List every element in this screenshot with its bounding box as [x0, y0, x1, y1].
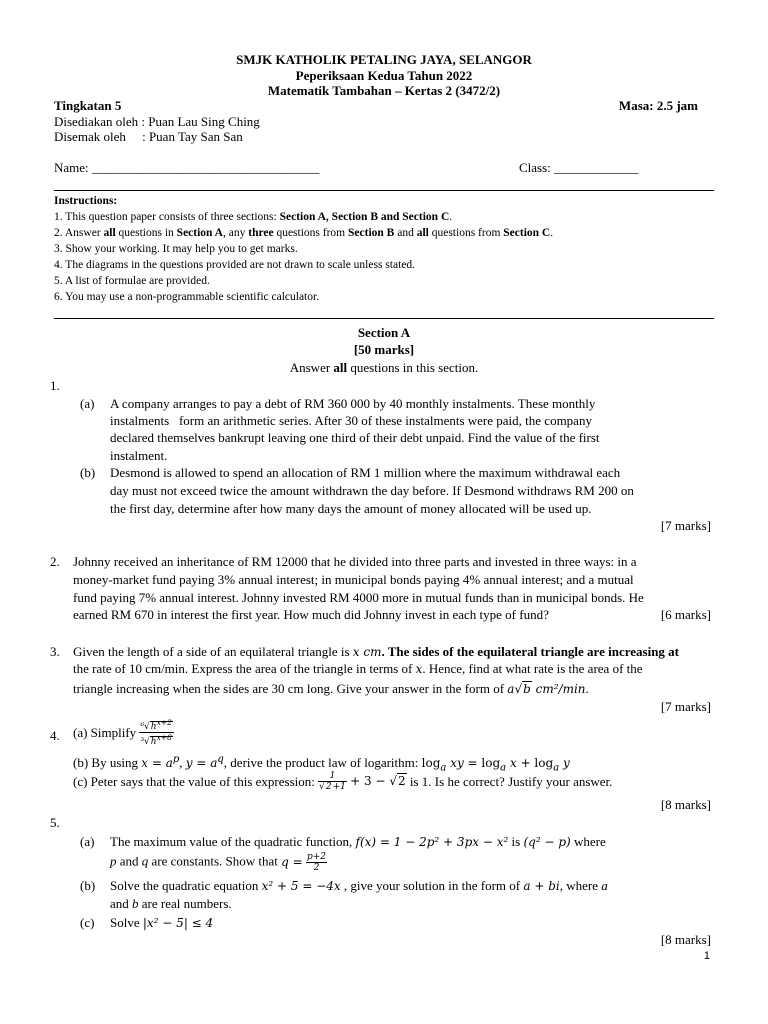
paper-title: Matematik Tambahan – Kertas 2 (3472/2)	[267, 83, 501, 98]
prepared-by: Disediakan oleh : Puan Lau Sing Ching	[54, 114, 260, 129]
q2-line: fund paying 7% annual interest. Johnny invested RM 4000 more in mutual funds than in municipal bonds. He	[73, 590, 644, 605]
q5c-line: Solve |x² − 5| ≤ 4	[110, 915, 214, 930]
instruction-2: 2. Answer all questions in Section A, any three questions from Section B and all questions from Section C.	[54, 227, 554, 239]
q4a-fraction: $\frac{^6√h^{x+2}}{^3√h^{x+8}}$	[140, 718, 172, 747]
q4a-line: (a) Simplify $\frac{^6√h^{x+2}}{^3√h^{x+8}}$	[73, 718, 172, 747]
q3-number: 3.	[50, 644, 60, 659]
name-field: Name: ___________________________________	[54, 160, 320, 175]
instruction-1: 1. This question paper consists of three sections: Section A, Section B and Section C.	[54, 211, 453, 223]
q5b-line: Solve the quadratic equation x² + 5 = −4x , give your solution in the form of a + bi, where a	[110, 878, 608, 893]
divider	[54, 190, 714, 191]
q1-marks: [7 marks]	[660, 518, 711, 533]
q5c-label: (c)	[80, 915, 95, 930]
instructions-block	[54, 193, 553, 305]
instruction-4: 4. The diagrams in the questions provided are not drawn to scale unless stated.	[54, 259, 415, 271]
school-name: SMJK KATHOLIK PETALING JAYA, SELANGOR	[236, 52, 532, 67]
q3-marks: [7 marks]	[660, 699, 711, 714]
q5a-line: p and q are constants. Show that q = $\frac{p+2}{2}$	[110, 852, 326, 873]
section-marks: [50 marks]	[353, 342, 415, 357]
q5b-label: (b)	[80, 878, 96, 893]
q4c-line: (c) Peter says that the value of this expression: $\frac{1}{√2+1}$ + 3 − √2 is 1. Is he correct? Justify your answer.	[73, 771, 613, 792]
instruction-6: 6. You may use a non-programmable scientific calculator.	[54, 291, 320, 303]
q3-line: triangle increasing when the sides are 30 cm long. Give your answer in the form of a√b cm²/min.	[73, 681, 589, 696]
q3-line: the rate of 10 cm/min. Express the area of the triangle in terms of x. Hence, find at what rate is the area of the	[73, 661, 643, 676]
class-field: Class: _____________	[519, 160, 639, 175]
q5a-label: (a)	[80, 834, 95, 849]
q1a-line: A company arranges to pay a debt of RM 360 000 by 40 monthly instalments. These monthly	[110, 396, 596, 411]
q4-number: 4.	[50, 728, 60, 743]
q1b-line: the first day, determine after how many days the amount of money allocated will be used up.	[110, 501, 592, 516]
q1-number: 1.	[50, 378, 60, 393]
exam-title: Peperiksaan Kedua Tahun 2022	[295, 68, 473, 83]
q4b-line: (b) By using $x = a^p$, $y = a^q$, derive the product law of logarithm: $\log_a$ xy = $\log_a x + \log_a y$	[73, 754, 570, 774]
q4c-fraction: $\frac{1}{√2+1}$	[319, 771, 346, 792]
q2-marks: [6 marks]	[660, 607, 711, 622]
q3-line: Given the length of a side of an equilateral triangle is x cm. The sides of the equilateral triangle are increasing at	[73, 644, 680, 659]
q1b-line: day must not exceed twice the amount withdrawn the day before. If Desmond withdraws RM 200 on	[110, 483, 634, 498]
instruction-3: 3. Show your working. It may help you to get marks.	[54, 243, 298, 255]
q1a-line: instalments form an arithmetic series. After 30 of these instalments were paid, the company	[110, 413, 592, 428]
q5a-fraction: $\frac{p+2}{2}$	[306, 852, 326, 873]
q2-line: earned RM 670 in interest the first year. How much did Johnny invest in each type of fund?	[73, 607, 549, 622]
q2-line: Johnny received an inheritance of RM 12000 that he divided into three parts and invested in three ways: in a	[73, 554, 637, 569]
q5b-line: and b are real numbers.	[110, 896, 232, 911]
q5-number: 5.	[50, 815, 60, 830]
section-title: Section A	[357, 325, 411, 340]
duration-label: Masa: 2.5 jam	[618, 98, 698, 113]
q1b-line: Desmond is allowed to spend an allocation of RM 1 million where the maximum withdrawal each	[110, 465, 621, 480]
q1a-line: declared themselves bankrupt leaving one third of their debt unpaid. Find the value of the first	[110, 430, 600, 445]
q1a-label: (a)	[80, 396, 95, 411]
q5a-line: The maximum value of the quadratic function, f(x) = 1 − 2p² + 3px − x² is (q² − p) where	[110, 834, 606, 849]
instructions-underline	[54, 318, 714, 319]
q5-marks: [8 marks]	[660, 932, 711, 947]
form-label: Tingkatan 5	[54, 98, 122, 113]
q1a-line: instalment.	[110, 448, 168, 463]
instruction-5: 5. A list of formulae are provided.	[54, 275, 210, 287]
q2-number: 2.	[50, 554, 60, 569]
page-number: 1	[703, 950, 710, 962]
q2-line: money-market fund paying 3% annual interest; in municipal bonds paying 4% annual interest; and a mutual	[73, 572, 634, 587]
checked-by: Disemak oleh : Puan Tay San San	[54, 129, 243, 144]
instructions-title: Instructions:	[54, 195, 118, 207]
q1b-label: (b)	[80, 465, 96, 480]
section-instruction: Answer all questions in this section.	[289, 360, 479, 375]
q4-marks: [8 marks]	[660, 797, 711, 812]
